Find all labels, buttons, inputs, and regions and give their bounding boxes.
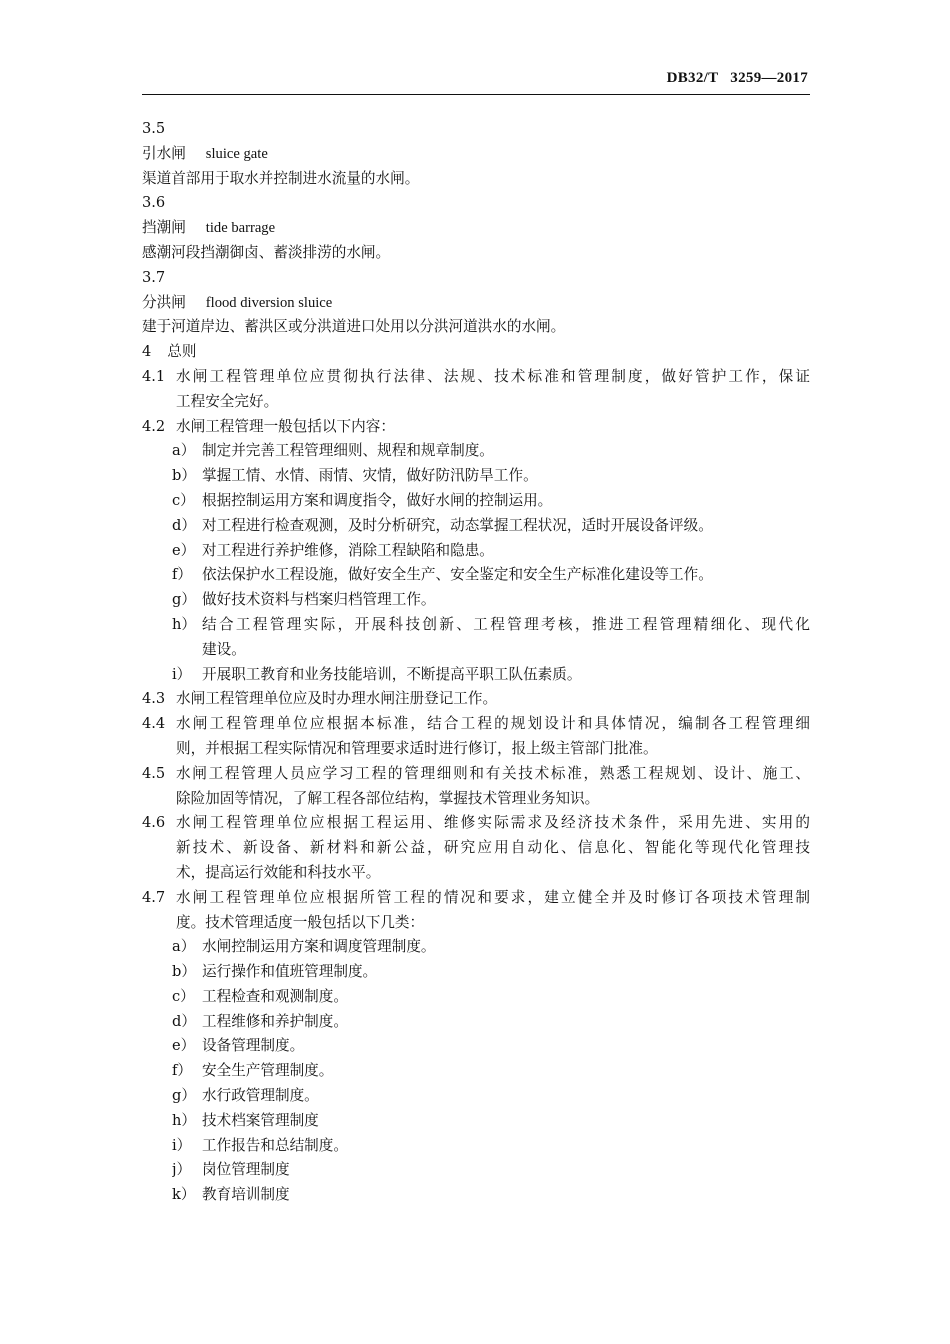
clause-4-3 [142, 687, 810, 712]
list-item [142, 960, 810, 985]
term-heading [142, 291, 810, 316]
list-text: 建设。 [202, 640, 246, 658]
section-heading [142, 340, 810, 365]
list-marker: i） [172, 1136, 192, 1154]
list-text: 教育培训制度 [202, 1186, 290, 1204]
term-number: 3.7 [142, 268, 166, 286]
term-heading [142, 142, 810, 167]
clause-number: 4.2 [142, 417, 166, 435]
list-marker: i） [172, 665, 192, 683]
list-item [142, 1059, 810, 1084]
list-item [142, 1010, 810, 1035]
list-text: 对工程进行检查观测，及时分析研究，动态掌握工程状况，适时开展设备评级。 [202, 516, 713, 534]
list-marker: a） [172, 442, 196, 460]
clause-text-line: 术，提高运行效能和科技水平。 [176, 863, 381, 881]
list-text: 水行政管理制度。 [202, 1087, 319, 1105]
list-item [142, 588, 810, 613]
list-text: 做好技术资料与档案归档管理工作。 [202, 591, 436, 609]
list-text: 安全生产管理制度。 [202, 1062, 334, 1080]
list-item [142, 539, 810, 564]
term-english: tide barrage [205, 220, 276, 237]
list-text: 工程维修和养护制度。 [202, 1012, 348, 1030]
term-chinese: 挡潮闸 [142, 219, 186, 237]
list-item [142, 935, 810, 960]
clause-text-line: 水闸工程管理人员应学习工程的管理细则和有关技术标准，熟悉工程规划、设计、施工、 [176, 764, 810, 782]
list-marker: g） [172, 591, 196, 609]
document-body [142, 117, 810, 1208]
term-chinese: 分洪闸 [142, 293, 186, 311]
clause-text-line: 新技术、新设备、新材料和新公益，研究应用自动化、信息化、智能化等现代化管理技 [176, 839, 810, 857]
list-text: 工作报告和总结制度。 [202, 1136, 348, 1154]
list-text: 水闸控制运用方案和调度管理制度。 [202, 938, 436, 956]
clause-text-line: 水闸工程管理一般包括以下内容： [176, 417, 395, 435]
clause-number: 4.7 [142, 888, 166, 906]
list-item [142, 985, 810, 1010]
list-marker: d） [172, 516, 196, 534]
clause-4-5 [142, 762, 810, 812]
list-text: 岗位管理制度 [202, 1161, 290, 1179]
clause-4-4 [142, 712, 810, 762]
clause-text-line: 度。技术管理适度一般包括以下几类： [176, 913, 425, 931]
term-definition: 建于河道岸边、蓄洪区或分洪道进口处用以分洪河道洪水的水闸。 [142, 318, 566, 336]
list-marker: j） [172, 1161, 192, 1179]
list-item [142, 1109, 810, 1134]
list-item [142, 464, 810, 489]
term-heading [142, 216, 810, 241]
list-marker: e） [172, 1037, 196, 1055]
term-number: 3.5 [142, 120, 166, 137]
standard-code: DB32/T 3259—2017 [666, 70, 808, 86]
list-marker: h） [172, 615, 196, 633]
clause-number: 4.6 [142, 814, 166, 832]
header-rule [142, 94, 810, 95]
list-marker: f） [172, 566, 192, 584]
section-title: 总则 [167, 343, 197, 361]
list-item [142, 1183, 810, 1208]
clause-text-line: 工程安全完好。 [176, 392, 279, 410]
list-item [142, 1158, 810, 1183]
list-text: 依法保护水工程设施，做好安全生产、安全鉴定和安全生产标准化建设等工作。 [202, 566, 713, 584]
list-text: 技术档案管理制度 [202, 1111, 319, 1129]
clause-text-line: 水闸工程管理单位应根据所管工程的情况和要求，建立健全并及时修订各项技术管理制 [176, 888, 810, 906]
term-definition: 感潮河段挡潮御卤、蓄淡排涝的水闸。 [142, 243, 391, 261]
clause-text-line: 则，并根据工程实际情况和管理要求适时进行修订，报上级主管部门批准。 [176, 739, 658, 757]
list-text: 掌握工情、水情、雨情、灾情，做好防汛防旱工作。 [202, 467, 538, 485]
list-text: 结合工程管理实际，开展科技创新、工程管理考核，推进工程管理精细化、现代化 [202, 615, 810, 633]
list-text: 运行操作和值班管理制度。 [202, 963, 378, 981]
term-english: sluice gate [205, 145, 268, 162]
section-number: 4 [142, 343, 152, 361]
clause-4-2 [142, 415, 810, 440]
list-item [142, 563, 810, 588]
clause-text-line: 水闸工程管理单位应根据本标准，结合工程的规划设计和具体情况，编制各工程管理细 [176, 715, 810, 733]
term-definition: 渠道首部用于取水并控制进水流量的水闸。 [142, 169, 420, 187]
list-text: 对工程进行养护维修，消除工程缺陷和隐患。 [202, 541, 494, 559]
term-english: flood diversion sluice [205, 294, 333, 311]
term-chinese: 引水闸 [142, 144, 186, 162]
clause-number: 4.4 [142, 715, 166, 733]
clause-4-7 [142, 886, 810, 936]
clause-4-1 [142, 365, 810, 415]
term-number: 3.6 [142, 194, 166, 212]
list-marker: f） [172, 1062, 192, 1080]
list-marker: g） [172, 1087, 196, 1105]
clause-number: 4.1 [142, 367, 166, 385]
clause-number: 4.3 [142, 690, 166, 708]
list-item [142, 514, 810, 539]
clause-text-line: 水闸工程管理单位应根据工程运用、维修实际需求及经济技术条件，采用先进、实用的 [176, 814, 810, 832]
list-text: 制定并完善工程管理细则、规程和规章制度。 [202, 442, 494, 460]
list-item [142, 1084, 810, 1109]
list-marker: b） [172, 963, 196, 981]
clause-text-line: 水闸工程管理单位应贯彻执行法律、法规、技术标准和管理制度，做好管护工作，保证 [176, 367, 810, 385]
list-marker: h） [172, 1111, 196, 1129]
list-marker: c） [172, 491, 195, 509]
list-item [142, 663, 810, 688]
list-item [142, 613, 810, 663]
list-item [142, 489, 810, 514]
list-text: 开展职工教育和业务技能培训，不断提高平职工队伍素质。 [202, 665, 582, 683]
clause-text-line: 水闸工程管理单位应及时办理水闸注册登记工作。 [176, 690, 498, 708]
clause-text-line: 除险加固等情况，了解工程各部位结构，掌握技术管理业务知识。 [176, 789, 600, 807]
list-marker: c） [172, 987, 195, 1005]
list-marker: e） [172, 541, 196, 559]
clause-4-6 [142, 811, 810, 885]
list-text: 设备管理制度。 [202, 1037, 305, 1055]
list-marker: k） [172, 1186, 196, 1204]
list-text: 工程检查和观测制度。 [202, 987, 348, 1005]
list-text: 根据控制运用方案和调度指令，做好水闸的控制运用。 [202, 491, 553, 509]
list-item [142, 1134, 810, 1159]
list-item [142, 439, 810, 464]
list-item [142, 1034, 810, 1059]
list-marker: b） [172, 467, 196, 485]
list-marker: d） [172, 1012, 196, 1030]
list-marker: a） [172, 938, 196, 956]
clause-number: 4.5 [142, 764, 166, 782]
